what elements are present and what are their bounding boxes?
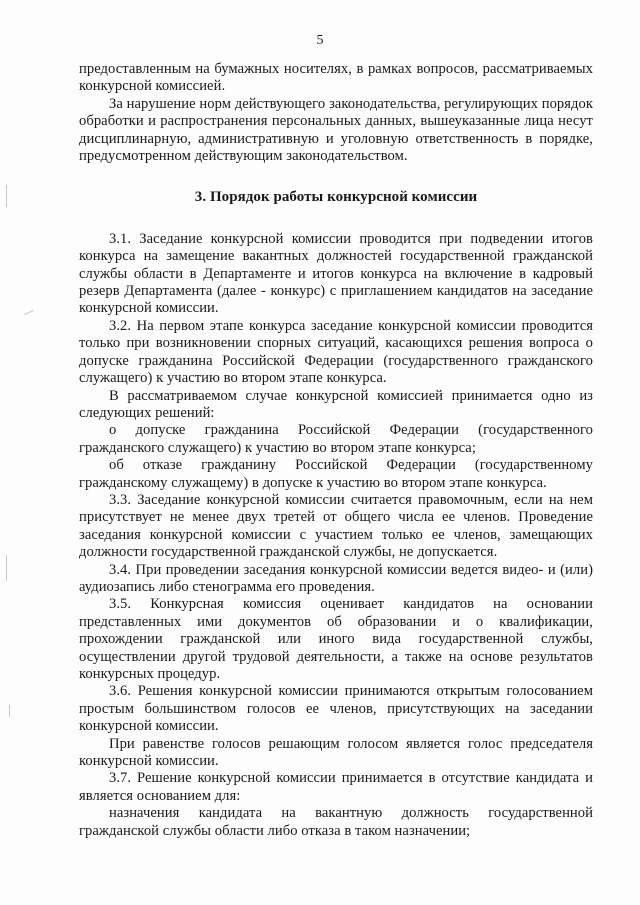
scan-artifact xyxy=(6,185,7,207)
paragraph: 3.5. Конкурсная комиссия оценивает кандидатов на основании представленных ими документов об образовании и о квалификации, прохождении гражданской или иного вида государственной службы, осуществлении другой трудовой деятельности, а также на основе результатов конкурсных процедур. xyxy=(79,596,593,682)
scan-artifact xyxy=(6,555,7,581)
paragraph: 3.2. На первом этапе конкурса заседание конкурсной комиссии проводится только при возникновении спорных ситуаций, касающихся решения вопроса о допуске гражданина Российской Федерации (государственного гражданского служащего) к участию во втором этапе конкурса. xyxy=(79,317,593,387)
paragraph: назначения кандидата на вакантную должность государственной гражданской службы области либо отказа в таком назначении; xyxy=(79,805,593,839)
paragraph: об отказе гражданину Российской Федерации (государственному гражданскому служащему) в допуске к участию во втором этапе конкурса. xyxy=(79,457,593,491)
paragraph: За нарушение норм действующего законодательства, регулирующих порядок обработки и распространения персональных данных, вышеуказанные лица несут дисциплинарную, административную и уголовную ответственность в порядке, предусмотренном действующим законодательством. xyxy=(79,95,593,165)
scan-artifact xyxy=(9,705,10,717)
paragraph: о допуске гражданина Российской Федерации (государственного гражданского служащего) к участию во втором этапе конкурса; xyxy=(79,422,593,456)
document-body xyxy=(79,61,593,840)
paragraph: 3.1. Заседание конкурсной комиссии проводится при подведении итогов конкурса на замещение вакантных должностей государственной гражданской службы области в Департаменте и итогов конкурса на включение в кадровый резерв Департамента (далее - конкурс) с приглашением кандидатов на заседание конкурсной комиссии. xyxy=(79,230,593,317)
paragraph: 3.3. Заседание конкурсной комиссии считается правомочным, если на нем присутствует не менее двух третей от общего числа ее членов. Проведение заседания конкурсной комиссии с участием только ее членов, замещающих должности государственной гражданской службы, не допускается. xyxy=(79,491,593,561)
scan-artifact xyxy=(24,310,33,315)
paragraph: предоставленным на бумажных носителях, в рамках вопросов, рассматриваемых конкурсной комиссией. xyxy=(79,61,593,95)
page-number: 5 xyxy=(316,33,324,48)
paragraph: 3.6. Решения конкурсной комиссии принимаются открытым голосованием простым большинством голосов ее членов, присутствующих на заседании конкурсной комиссии. xyxy=(79,683,593,735)
paragraph: 3.7. Решение конкурсной комиссии принимается в отсутствие кандидата и является основанием для: xyxy=(79,770,593,804)
paragraph: При равенстве голосов решающим голосом является голос председателя конкурсной комиссии. xyxy=(79,735,593,770)
paragraph: 3.4. При проведении заседания конкурсной комиссии ведется видео- и (или) аудиозапись либо стенограмма его проведения. xyxy=(79,561,593,595)
section-heading: 3. Порядок работы конкурсной комиссии xyxy=(194,189,478,206)
paragraph: В рассматриваемом случае конкурсной комиссией принимается одно из следующих решений: xyxy=(79,387,593,421)
